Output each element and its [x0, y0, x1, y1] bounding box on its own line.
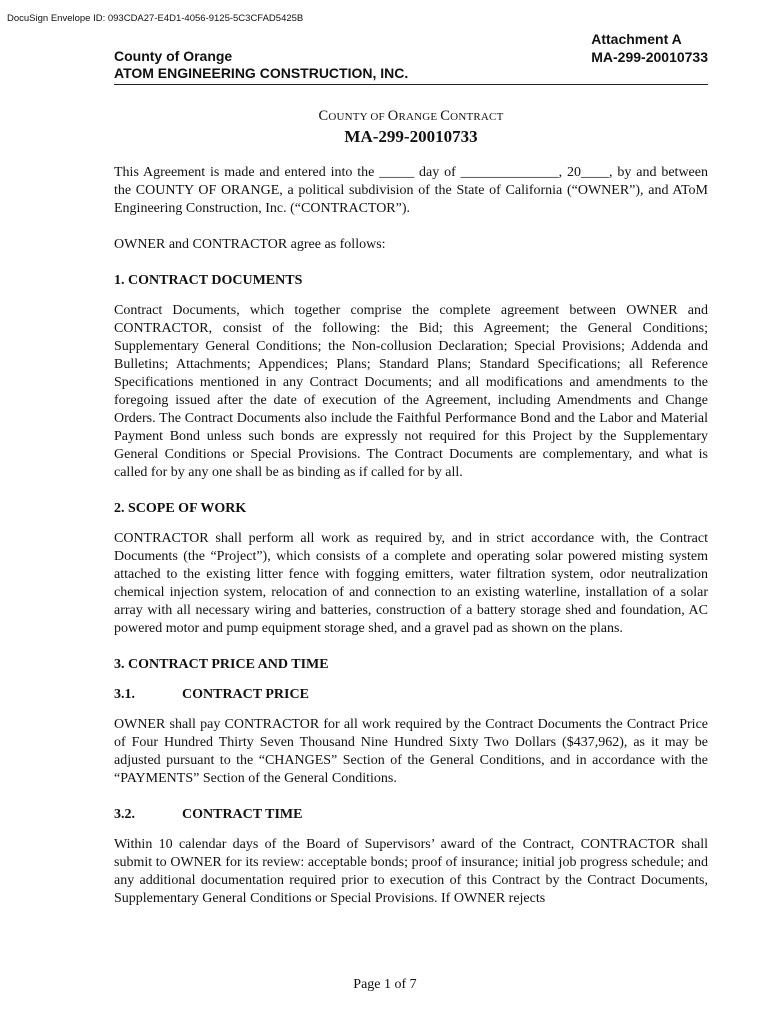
- section-3-2-heading: 3.2. CONTRACT TIME: [114, 807, 303, 822]
- contract-title-line: COUNTY OF ORANGE CONTRACT: [318, 108, 504, 124]
- section-3-1-heading: 3.1. CONTRACT PRICE: [114, 687, 309, 702]
- header-parties: [114, 48, 408, 82]
- attachment-block: [591, 30, 708, 66]
- docusign-envelope-id: DocuSign Envelope ID: 093CDA27-E4D1-4056-9125-5C3CFAD5425B: [7, 13, 304, 24]
- section-1-text: Contract Documents, which together comprise the complete agreement between OWNER and CONTRACTOR, consist of the following: the Bid; this Agreement; the General Conditions; Supplementary General Conditions; the Non-collusion Declaration; Special Provisions; Addenda and Bulletins; Attachments; Appendices; Plans; Standard Plans; Standard Specifications; all Reference Specifications mentioned in any Contract Documents; and all modifications and amendments to the foregoing issued after the date of execution of the Agreement, including Amendments and Change Orders. The Contract Documents also include the Faithful Performance Bond and the Labor and Material Payment Bond unless such bonds are expressly not required for this Project by the Supplementary General Conditions or Special Provisions. The Contract Documents are complementary, and what is called for by any one shall be as binding as if called for by all.: [114, 303, 708, 480]
- section-1-heading: 1. CONTRACT DOCUMENTS: [114, 273, 303, 288]
- intro-paragraph: This Agreement is made and entered into the _____ day of ______________, 20____, by and between the COUNTY OF ORANGE, a political subdivision of the State of California (“OWNER”), and AToM Engineering Construction, Inc. (“CONTRACTOR”).: [114, 165, 708, 216]
- document-body: [114, 164, 708, 908]
- header-divider: [114, 84, 708, 85]
- page-number: Page 1 of 7: [353, 977, 417, 992]
- header-contract-number: MA-299-20010733: [591, 49, 708, 65]
- section-2-text: CONTRACTOR shall perform all work as required by, and in strict accordance with, the Contract Documents (the “Project”), which consists of a complete and operating solar powered misting system attached to the existing litter fence with fogging emitters, water filtration system, odor neutralization chemical injection system, relocation of and connection to an existing waterline, installation of a solar array with all necessary wiring and batteries, construction of a battery storage shed and foundation, AC powered motor and pump equipment storage shed, and a gravel pad as shown on the plans.: [114, 531, 708, 636]
- section-3-1-text: OWNER shall pay CONTRACTOR for all work required by the Contract Documents the Contract Price of Four Hundred Thirty Seven Thousand Nine Hundred Sixty Two Dollars ($437,962), as it may be adjusted pursuant to the “CHANGES” Section of the General Conditions, and in accordance with the “PAYMENTS” Section of the General Conditions.: [114, 717, 708, 786]
- section-3-2-text: Within 10 calendar days of the Board of Supervisors’ award of the Contract, CONTRACTOR shall submit to OWNER for its review: acceptable bonds; proof of insurance; initial job progress schedule; and any additional documentation required prior to execution of this Contract by the Contract Documents, Supplementary General Conditions or Special Provisions. If OWNER rejects: [114, 837, 708, 906]
- section-3-heading: 3. CONTRACT PRICE AND TIME: [114, 657, 329, 672]
- header-contractor: ATOM ENGINEERING CONSTRUCTION, INC.: [114, 65, 409, 81]
- section-2-heading: 2. SCOPE OF WORK: [114, 501, 247, 516]
- contract-title-number: MA-299-20010733: [344, 127, 478, 146]
- contract-title: [114, 108, 708, 147]
- attachment-label: Attachment A: [591, 31, 682, 47]
- header-county: County of Orange: [114, 48, 233, 64]
- agree-paragraph: OWNER and CONTRACTOR agree as follows:: [114, 237, 386, 252]
